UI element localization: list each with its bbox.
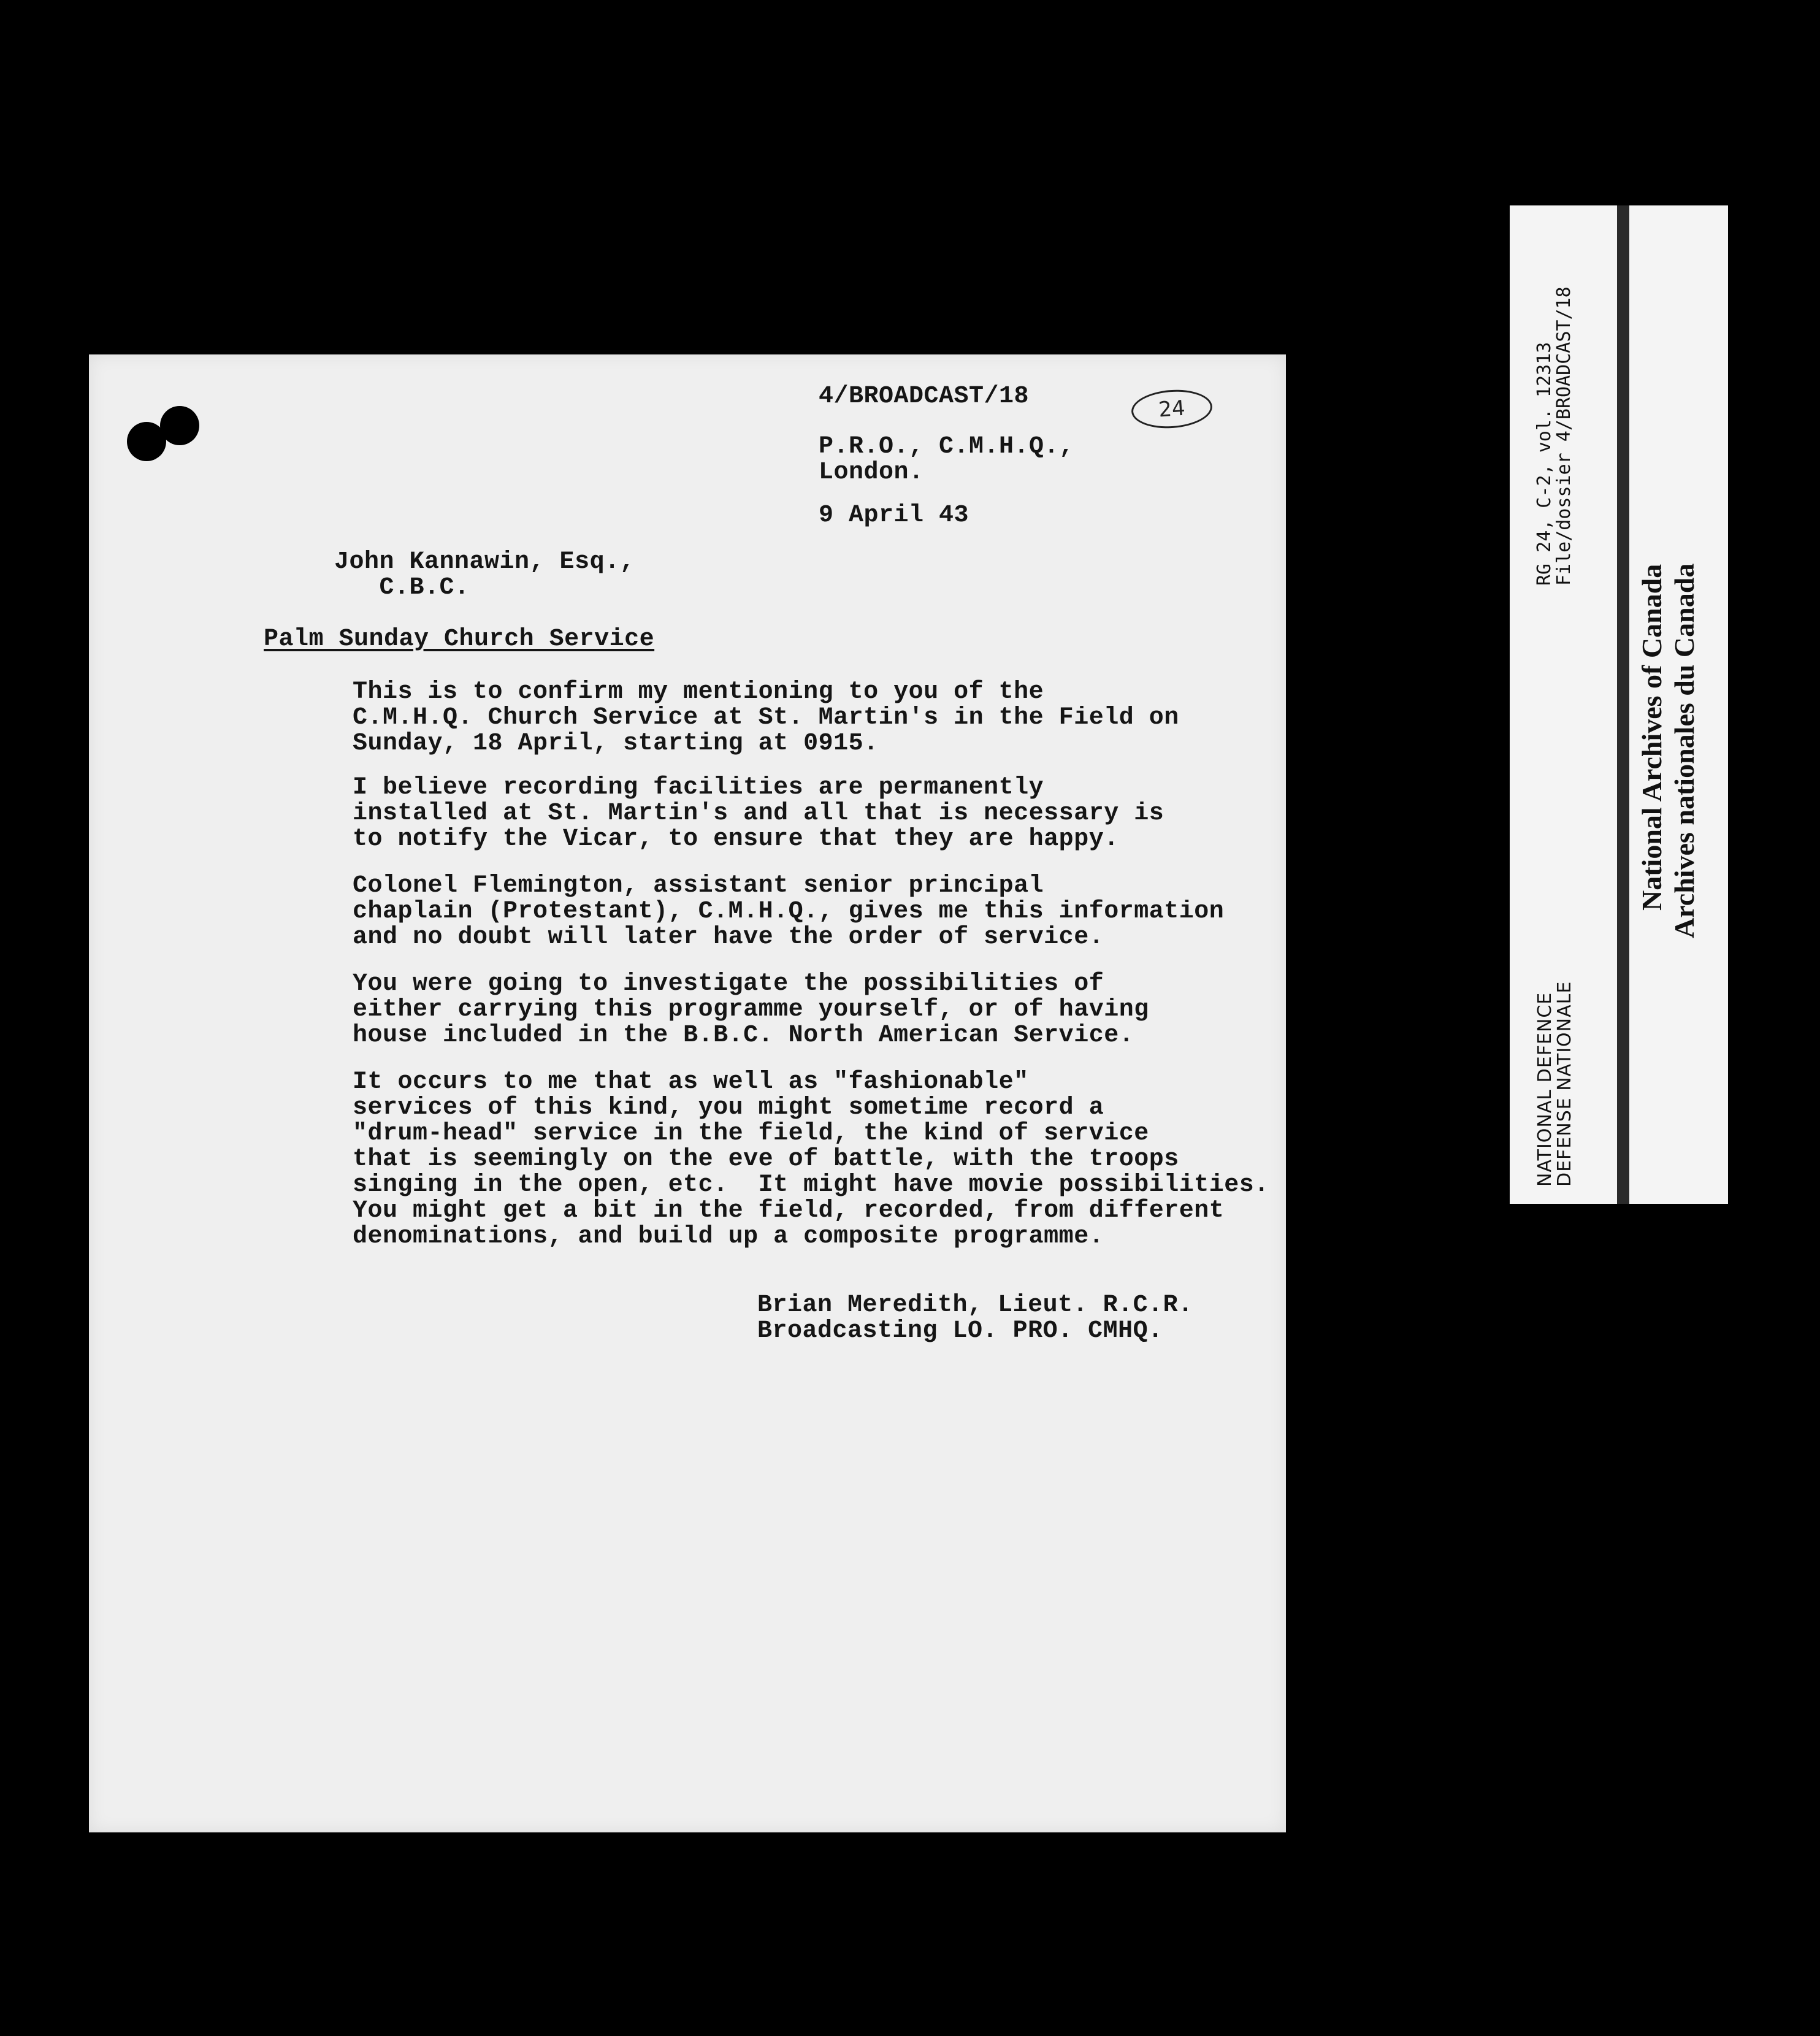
archive-file: File/dossier 4/BROADCAST/18 (1553, 286, 1575, 586)
department-en: NATIONAL DEFENCE (1534, 992, 1556, 1187)
letter-page (89, 354, 1286, 1832)
archives-name-fr: Archives nationales du Canada (1669, 563, 1700, 938)
signature-block: Brian Meredith, Lieut. R.C.R. Broadcasting LO. PRO. CMHQ. (757, 1292, 1193, 1345)
body-paragraph: You were going to investigate the possibilities of either carrying this programme yourself, or of having house included in the B.B.C. North American Service. (353, 970, 1149, 1049)
department-fr: DEFENSE NATIONALE (1554, 981, 1575, 1187)
body-paragraph: I believe recording facilities are permanently installed at St. Martin's and all that is necessary is to notify the Vicar, to ensure that they are happy. (353, 774, 1164, 853)
archive-reference: RG 24, C-2, vol. 12313 (1534, 342, 1555, 586)
recipient: John Kannawin, Esq., C.B.C. (334, 548, 635, 602)
subject-line: Palm Sunday Church Service (264, 626, 655, 653)
sender-address: P.R.O., C.M.H.Q., London. (819, 433, 1074, 486)
punch-hole (160, 406, 199, 445)
body-paragraph: This is to confirm my mentioning to you of the C.M.H.Q. Church Service at St. Martin's in the Field on Sunday, 18 April, starting at 0915. (353, 678, 1179, 757)
label-divider (1617, 205, 1629, 1204)
folio-number: 24 (1130, 387, 1214, 431)
file-reference: 4/BROADCAST/18 (819, 383, 1030, 410)
body-paragraph: It occurs to me that as well as "fashionable" services of this kind, you might sometime record a "drum-head" service in the field, the kind of service that is seemingly on the eve of battle, with the troops singing in the open, etc. It might have movie possibilities. You might get a bit in the field, recorded, from different denominations, and build up a composite programme. (353, 1068, 1269, 1250)
body-paragraph: Colonel Flemington, assistant senior principal chaplain (Protestant), C.M.H.Q., gives me this information and no doubt will later have the order of service. (353, 872, 1225, 951)
archive-label (1510, 205, 1728, 1204)
letter-date: 9 April 43 (819, 502, 969, 529)
archives-name-en: National Archives of Canada (1636, 564, 1667, 911)
